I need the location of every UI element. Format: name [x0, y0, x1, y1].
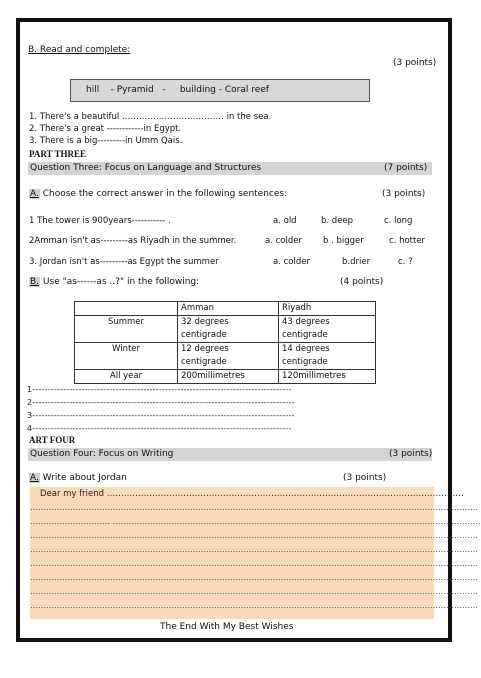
part-four-a-text: Write about Jordan	[42, 473, 127, 483]
table-cell: centigrade	[279, 329, 376, 343]
writing-line[interactable]: ……………………………………………………………………………………………………………………………………………………	[30, 573, 478, 582]
section-b-title: B. Read and complete:	[28, 45, 131, 55]
table-cell: All year	[75, 370, 178, 384]
table-row	[75, 370, 376, 384]
table-cell: Riyadh	[279, 302, 376, 316]
table-cell: centigrade	[178, 356, 279, 370]
section-b-item-2: 2. There's a great ------------in Egypt.	[29, 124, 182, 134]
part-three-heading: PART THREE	[29, 149, 86, 159]
table-cell: 32 degrees	[178, 316, 279, 330]
table-row	[75, 356, 376, 370]
mcq-2-stem: 2Amman isn't as---------as Riyadh in the summer.	[29, 236, 237, 246]
mcq-2-opt-c: c. hotter	[389, 236, 426, 246]
question-four-band	[28, 448, 432, 461]
table-row	[75, 302, 376, 316]
section-b-points: (3 points)	[393, 58, 437, 68]
answer-line-4[interactable]: 4------------------------------------------------------------------------------------	[27, 424, 292, 433]
mcq-3-opt-c: c. ?	[398, 257, 413, 267]
temperature-table	[74, 301, 376, 384]
part-three-b-row	[29, 277, 199, 287]
table-cell: 12 degrees	[178, 343, 279, 357]
table-cell	[75, 302, 178, 316]
question-four-points: (3 points)	[389, 449, 433, 459]
table-row	[75, 316, 376, 330]
word-bank-text: hill - Pyramid - building - Coral reef	[86, 85, 269, 95]
answer-line-3[interactable]: 3-------------------------------------------------------------------------------------	[27, 411, 295, 420]
mcq-1-stem: 1 The tower is 900years----------- .	[29, 216, 171, 226]
part-three-a-points: (3 points)	[382, 189, 426, 199]
answer-line-1[interactable]: 1------------------------------------------------------------------------------------	[27, 385, 292, 394]
question-three-title: Question Three: Focus on Language and Structures	[30, 163, 262, 173]
part-three-b-text: Use "as------as ..?" in the following:	[42, 277, 200, 287]
writing-line[interactable]: ……………………………………………………………………………………………………………………………………………………	[30, 531, 478, 540]
part-four-a-points: (3 points)	[343, 473, 387, 483]
part-three-a-text: Choose the correct answer in the following sentences:	[42, 189, 288, 199]
table-row	[75, 343, 376, 357]
section-b-item-3: 3. There is a big---------in Umm Qais.	[29, 136, 183, 146]
table-cell: 43 degrees	[279, 316, 376, 330]
footer-text: The End With My Best Wishes	[160, 622, 294, 632]
mcq-3-opt-a: a. colder	[273, 257, 310, 267]
section-b-item-1: 1. There's a beautiful ……………………………… in the sea.	[29, 112, 272, 122]
part-three-a-row	[29, 189, 287, 199]
writing-line[interactable]: ……………………………………………………………………………………………………………………………………………………	[30, 545, 478, 554]
table-row	[75, 329, 376, 343]
table-cell: Amman	[178, 302, 279, 316]
part-three-a-label: A.	[30, 189, 39, 199]
table-cell: 200millimetres	[178, 370, 279, 384]
part-three-b-points: (4 points)	[340, 277, 384, 287]
writing-line[interactable]: ……………………………………………………………………………………………………………………………………………………	[30, 587, 478, 596]
mcq-3-opt-b: b.drier	[342, 257, 371, 267]
question-four-title: Question Four: Focus on Writing	[30, 449, 174, 459]
answer-line-2[interactable]: 2-------------------------------------------------------------------------------------	[27, 398, 295, 407]
part-four-heading: ART FOUR	[29, 435, 76, 445]
table-cell: centigrade	[178, 329, 279, 343]
mcq-2-opt-a: a. colder	[265, 236, 302, 246]
table-cell: 14 degrees	[279, 343, 376, 357]
word-bank-box	[70, 79, 370, 102]
mcq-3-stem: 3. Jordan isn't as---------as Egypt the summer	[29, 257, 219, 267]
writing-area[interactable]	[30, 487, 481, 619]
table-cell: Summer	[75, 316, 178, 330]
table-cell: 120millimetres	[279, 370, 376, 384]
part-three-b-label: B.	[30, 277, 40, 287]
writing-greeting: Dear my friend ………………………………………………………………………………………………………………	[40, 489, 464, 499]
table-cell: Winter	[75, 343, 178, 357]
part-four-a-row	[29, 473, 127, 483]
question-three-points: (7 points)	[384, 163, 428, 173]
writing-line[interactable]: ……………………………………………………………………………………………………………………………………………………	[30, 601, 478, 610]
mcq-1-opt-c: c. long	[384, 216, 413, 226]
table-cell	[75, 329, 178, 343]
mcq-1-opt-b: b. deep	[321, 216, 354, 226]
question-three-band	[28, 162, 432, 175]
writing-line[interactable]: ………………………… …………………………………………………………………………………………………………………………	[30, 517, 481, 526]
mcq-1-opt-a: a. old	[273, 216, 297, 226]
writing-line[interactable]: ……………………………………………………………………………………………………………………………………………………	[30, 559, 478, 568]
part-four-a-label: A.	[30, 473, 39, 483]
table-cell: centigrade	[279, 356, 376, 370]
mcq-2-opt-b: b . bigger	[323, 236, 364, 246]
table-cell	[75, 356, 178, 370]
writing-line[interactable]: ……………………………………………………………………………………………………………………………………………………	[30, 503, 478, 512]
